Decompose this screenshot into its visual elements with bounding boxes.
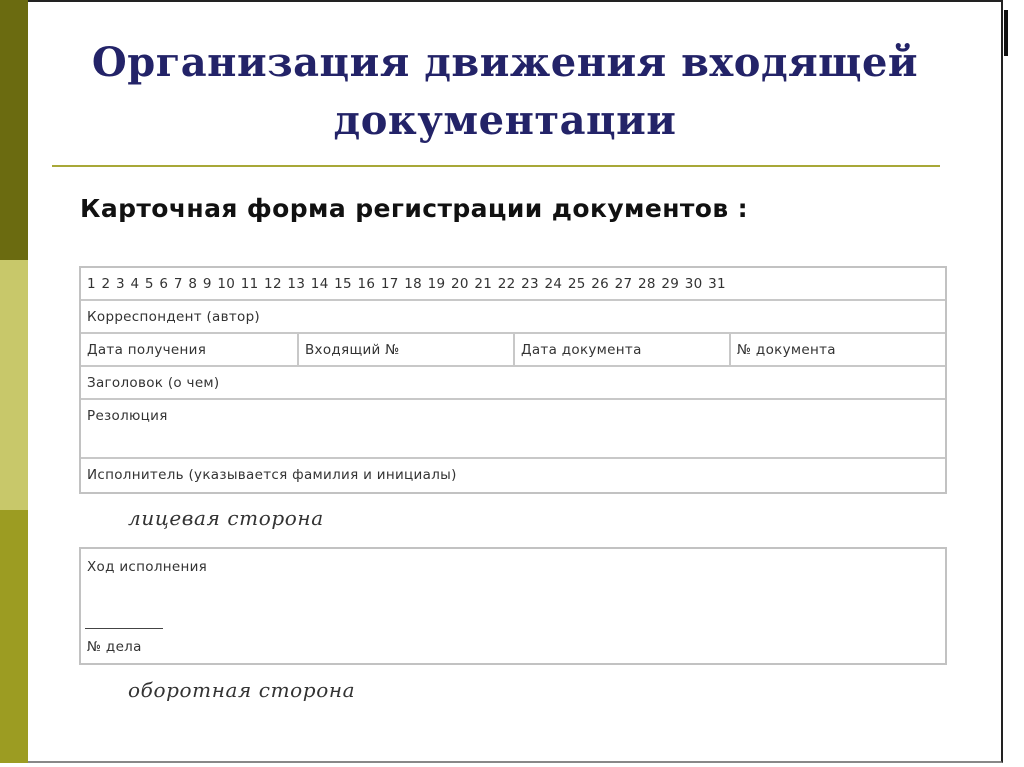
days-numbers: 1 2 3 4 5 6 7 8 9 10 11 12 13 14 15 16 17 18 19 20 21 22 23 24 25 26 27 28 29 30 31 [87, 276, 726, 292]
back-side-caption: оборотная сторона [128, 678, 356, 702]
correspondent-row [81, 301, 945, 334]
progress-label: Ход исполнения [87, 559, 208, 575]
incoming-number-cell [297, 334, 513, 365]
document-number-label: № документа [737, 342, 836, 358]
title-underline [52, 165, 940, 167]
executor-label: Исполнитель (указывается фамилия и инициалы) [87, 467, 457, 483]
case-number-label: № дела [87, 639, 142, 655]
resolution-label: Резолюция [87, 408, 168, 424]
executor-row [81, 459, 945, 492]
stripe-segment-mid [0, 510, 28, 763]
slide-subtitle: Карточная форма регистрации документов : [80, 194, 749, 223]
stripe-segment-dark [0, 0, 28, 260]
front-side-caption: лицевая сторона [128, 506, 324, 530]
title-line-1: Организация движения входящей [91, 39, 919, 86]
document-date-label: Дата документа [521, 342, 642, 358]
stripe-segment-light [0, 260, 28, 510]
header-row [81, 367, 945, 400]
title-line-2: документации [333, 97, 677, 144]
side-stripe [0, 0, 28, 763]
days-row [81, 268, 945, 301]
resolution-row [81, 400, 945, 459]
case-number-line [85, 628, 163, 629]
back-card [79, 547, 947, 665]
header-label: Заголовок (о чем) [87, 375, 220, 391]
received-date-label: Дата получения [87, 342, 207, 358]
correspondent-label: Корреспондент (автор) [87, 309, 260, 325]
received-date-cell [81, 334, 297, 365]
incoming-number-label: Входящий № [305, 342, 400, 358]
front-card [79, 266, 947, 494]
details-row [81, 334, 945, 367]
document-number-cell [729, 334, 945, 365]
corner-mark [1004, 10, 1008, 56]
document-date-cell [513, 334, 729, 365]
slide-title [40, 34, 970, 150]
